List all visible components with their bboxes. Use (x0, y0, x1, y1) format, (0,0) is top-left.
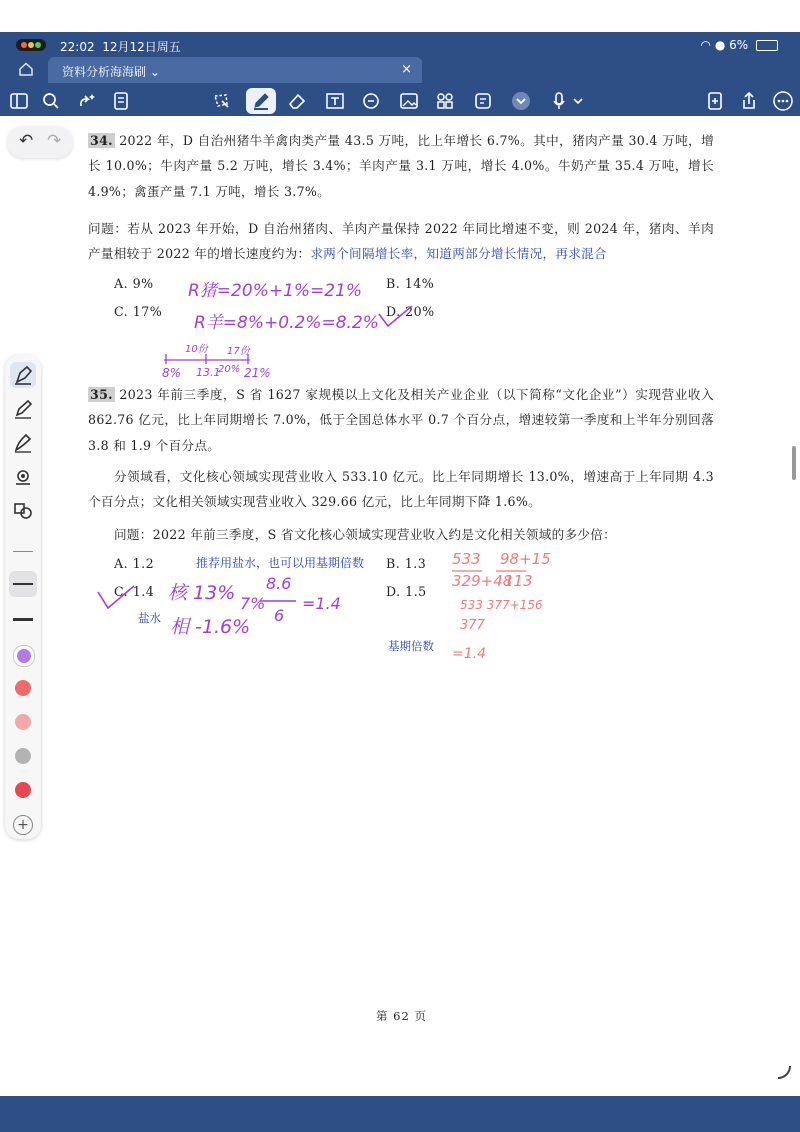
handwriting-result: =1.4 (302, 594, 341, 613)
ballpoint-pen-icon[interactable] (10, 396, 36, 422)
q34-number: 34. (90, 133, 113, 148)
window-controls[interactable] (16, 39, 46, 51)
battery-icon (756, 40, 778, 51)
fountain-pen-icon[interactable] (10, 362, 36, 388)
handwriting-533: 533 (452, 550, 481, 568)
q34-paragraph (88, 128, 714, 204)
note-icon[interactable] (472, 90, 494, 112)
handwriting-377: 377 (460, 618, 485, 633)
do-not-disturb-icon: ● (714, 38, 726, 52)
q34-option-c: C. 17% (114, 304, 163, 319)
handwriting-21pct: 21% (244, 366, 271, 380)
handwriting-17-parts: 17份 (227, 346, 250, 357)
ellipsis-icon[interactable] (772, 90, 794, 112)
q35-option-c: C. 1.4 (114, 584, 155, 599)
brush-pen-icon[interactable] (10, 430, 36, 456)
tab-document[interactable] (48, 57, 422, 83)
scroll-indicator[interactable] (792, 446, 796, 480)
toolbar (0, 86, 800, 116)
q35-option-a: A. 1.2 (114, 556, 155, 571)
handwriting-frac-top: 8.6 (266, 574, 292, 593)
handwriting-red-result: =1.4 (452, 646, 486, 662)
bottom-bar (0, 1096, 800, 1132)
handwriting-98-15: 98+15 (500, 550, 551, 568)
q35-question: 问题：2022 年前三季度，S 省文化核心领域实现营业收入约是文化相关领域的多少倍： (114, 527, 617, 542)
status-time: 22:02 12月12日周五 (60, 40, 181, 54)
handwriting-related: 相 -1.6% (170, 616, 251, 638)
shape-icon[interactable] (360, 90, 382, 112)
status-bar (0, 36, 800, 56)
resize-handle-icon[interactable] (774, 1062, 792, 1080)
textbox-icon[interactable] (324, 90, 346, 112)
wifi-icon: ◠ (700, 38, 711, 52)
q34-option-a: A. 9% (114, 276, 154, 291)
tab-close-button[interactable]: × (401, 62, 412, 77)
undo-button[interactable]: ↶ (19, 131, 34, 151)
document-icon[interactable] (110, 90, 132, 112)
image-icon[interactable] (398, 90, 420, 112)
handwriting-r-sheep: R羊=8%+0.2%=8.2% (194, 313, 379, 333)
color-swatch-gray[interactable] (15, 748, 31, 764)
add-color-button[interactable]: + (13, 815, 33, 835)
q35-option-d: D. 1.5 (386, 584, 427, 599)
q35-paragraph (88, 382, 714, 458)
add-page-icon[interactable] (704, 90, 726, 112)
handwriting-core: 核 13% (168, 582, 236, 604)
stroke-thick[interactable] (13, 618, 33, 621)
redo-button[interactable]: ↷ (47, 131, 62, 151)
sticker-icon[interactable] (434, 90, 456, 112)
page-number: 第 62 页 (376, 1009, 427, 1023)
battery-percent: 6% (729, 38, 749, 52)
pen-icon[interactable] (250, 90, 272, 112)
q35-note-base-multiple: 基期倍数 (388, 639, 434, 653)
magic-icon[interactable] (76, 90, 98, 112)
sidebar-icon[interactable] (8, 90, 30, 112)
color-swatch-crimson[interactable] (15, 782, 31, 798)
handwriting-frac-bottom: 6 (274, 606, 285, 625)
check-mark-c (96, 584, 138, 612)
handwriting-13-1: 13.1 (196, 366, 221, 379)
q34-text: 2022 年，D 自治州猪牛羊禽肉类产量 43.5 万吨，比上年增长 6.7%。其中，猪肉产量 30.4 万吨，增长 10.0%；牛肉产量 5.2 万吨，增长 3.4%；羊肉产量 3.1 万吨，增长 4.0%。牛奶产量 35.4 万吨，增长 4.9%；禽蛋产量 7.1 万吨，增长 3.7%。 (88, 133, 714, 199)
color-swatch-selected[interactable] (13, 645, 35, 667)
q34-note: 求两个间隔增长率，知道两部分增长情况，再求混合 (310, 246, 607, 262)
handwriting-533-377: 533 377+156 (460, 598, 543, 612)
home-icon[interactable] (17, 60, 35, 78)
tool-palette (5, 355, 41, 839)
handwriting-329-48: 329+48 (452, 572, 513, 590)
q35-text: 2023 年前三季度，S 省 1627 家规模以上文化及相关产业企业（以下简称“文化企业”）实现营业收入 862.76 亿元，比上年同期增长 7.0%，低于全国总体水平 0.7 个百分点，增速较第一季度和上半年分别回落 3.8 和 1.9 个百分点。 (88, 387, 714, 453)
more-dropdown-icon[interactable] (510, 90, 532, 112)
q35-paragraph-2: 分领域看，文化核心领域实现营业收入 533.10 亿元。比上年同期增长 13.0%，增速高于上年同期 4.3 个百分点；文化相关领域实现营业收入 329.66 亿元，比上年同期下降 1.6%。 (88, 469, 714, 510)
tab-title: 资料分析海海刷 ⌄ (62, 65, 160, 79)
handwriting-20pct: 20% (218, 364, 241, 375)
check-mark-d (376, 304, 416, 330)
q34-question: 问题：若从 2023 年开始，D 自治州猪肉、羊肉产量保持 2022 年同比增速不变，则 2024 年，猪肉、羊肉产量相较于 2022 年的增长速度约为：求两个间隔增长率，知道两部分增长情况，再求混合 (88, 221, 714, 262)
q35-note-salt: 盐水 (138, 611, 161, 625)
shape-pen-icon[interactable] (10, 498, 36, 524)
q35-note-saltwater: 推荐用盐水，也可以用基期倍数 (196, 556, 365, 570)
stroke-thin[interactable] (13, 551, 33, 552)
eraser-icon[interactable] (286, 90, 308, 112)
share-icon[interactable] (738, 90, 760, 112)
handwriting-8pct: 8% (162, 366, 182, 380)
stroke-medium-selected[interactable] (9, 571, 37, 597)
color-swatch-pink[interactable] (15, 714, 31, 730)
q34-option-d: D. 20% (386, 304, 435, 319)
q35-option-b: B. 1.3 (386, 556, 427, 571)
tab-row (0, 57, 800, 83)
color-swatch-red[interactable] (15, 680, 31, 696)
status-right (701, 38, 779, 52)
handwriting-113: 113 (504, 572, 533, 590)
microphone-icon[interactable] (552, 90, 586, 112)
handwriting-r-pig: R猪=20%+1%=21% (188, 281, 363, 301)
handwriting-7pct: 7% (240, 594, 266, 613)
handwriting-10-parts: 10份 (185, 344, 208, 355)
search-icon[interactable] (40, 90, 62, 112)
q34-option-b: B. 14% (386, 276, 435, 291)
lasso-icon[interactable] (210, 90, 232, 112)
highlighter-icon[interactable] (10, 464, 36, 490)
q35-number: 35. (90, 387, 113, 402)
document-page[interactable] (0, 116, 800, 1096)
fraction-bar (258, 598, 298, 604)
